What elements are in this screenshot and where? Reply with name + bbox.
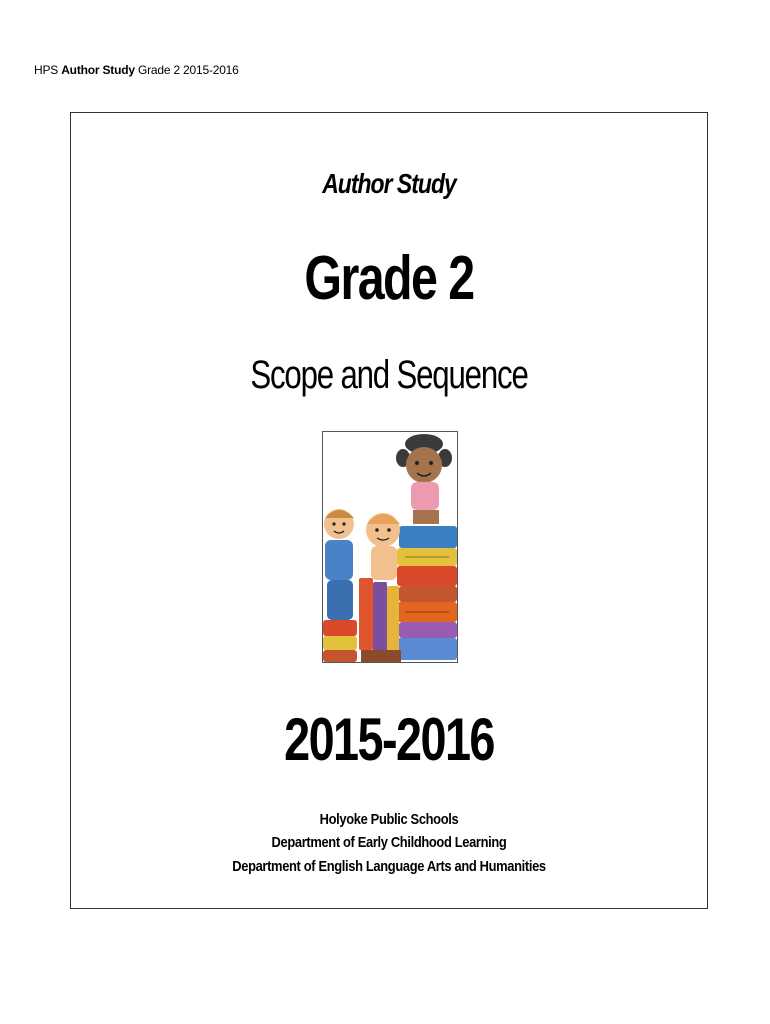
- cover-org-line-1: Holyoke Public Schools: [319, 811, 459, 828]
- header-suffix: Grade 2 2015-2016: [137, 63, 239, 77]
- header-prefix: HPS: [34, 63, 59, 77]
- children-with-books-illustration: [322, 431, 458, 663]
- cover-org-line-3: Department of English Language Arts and Humanities: [232, 858, 546, 875]
- header-bold-title: Author Study: [61, 63, 135, 77]
- cover-frame: [70, 112, 708, 909]
- cover-years: 2015-2016: [284, 706, 494, 773]
- running-header: [34, 63, 239, 77]
- cover-grade-title: Grade 2: [304, 244, 474, 313]
- cover-scope-title: Scope and Sequence: [250, 353, 528, 397]
- cover-subtitle: Author Study: [322, 168, 456, 199]
- cover-org-line-2: Department of Early Childhood Learning: [271, 834, 507, 851]
